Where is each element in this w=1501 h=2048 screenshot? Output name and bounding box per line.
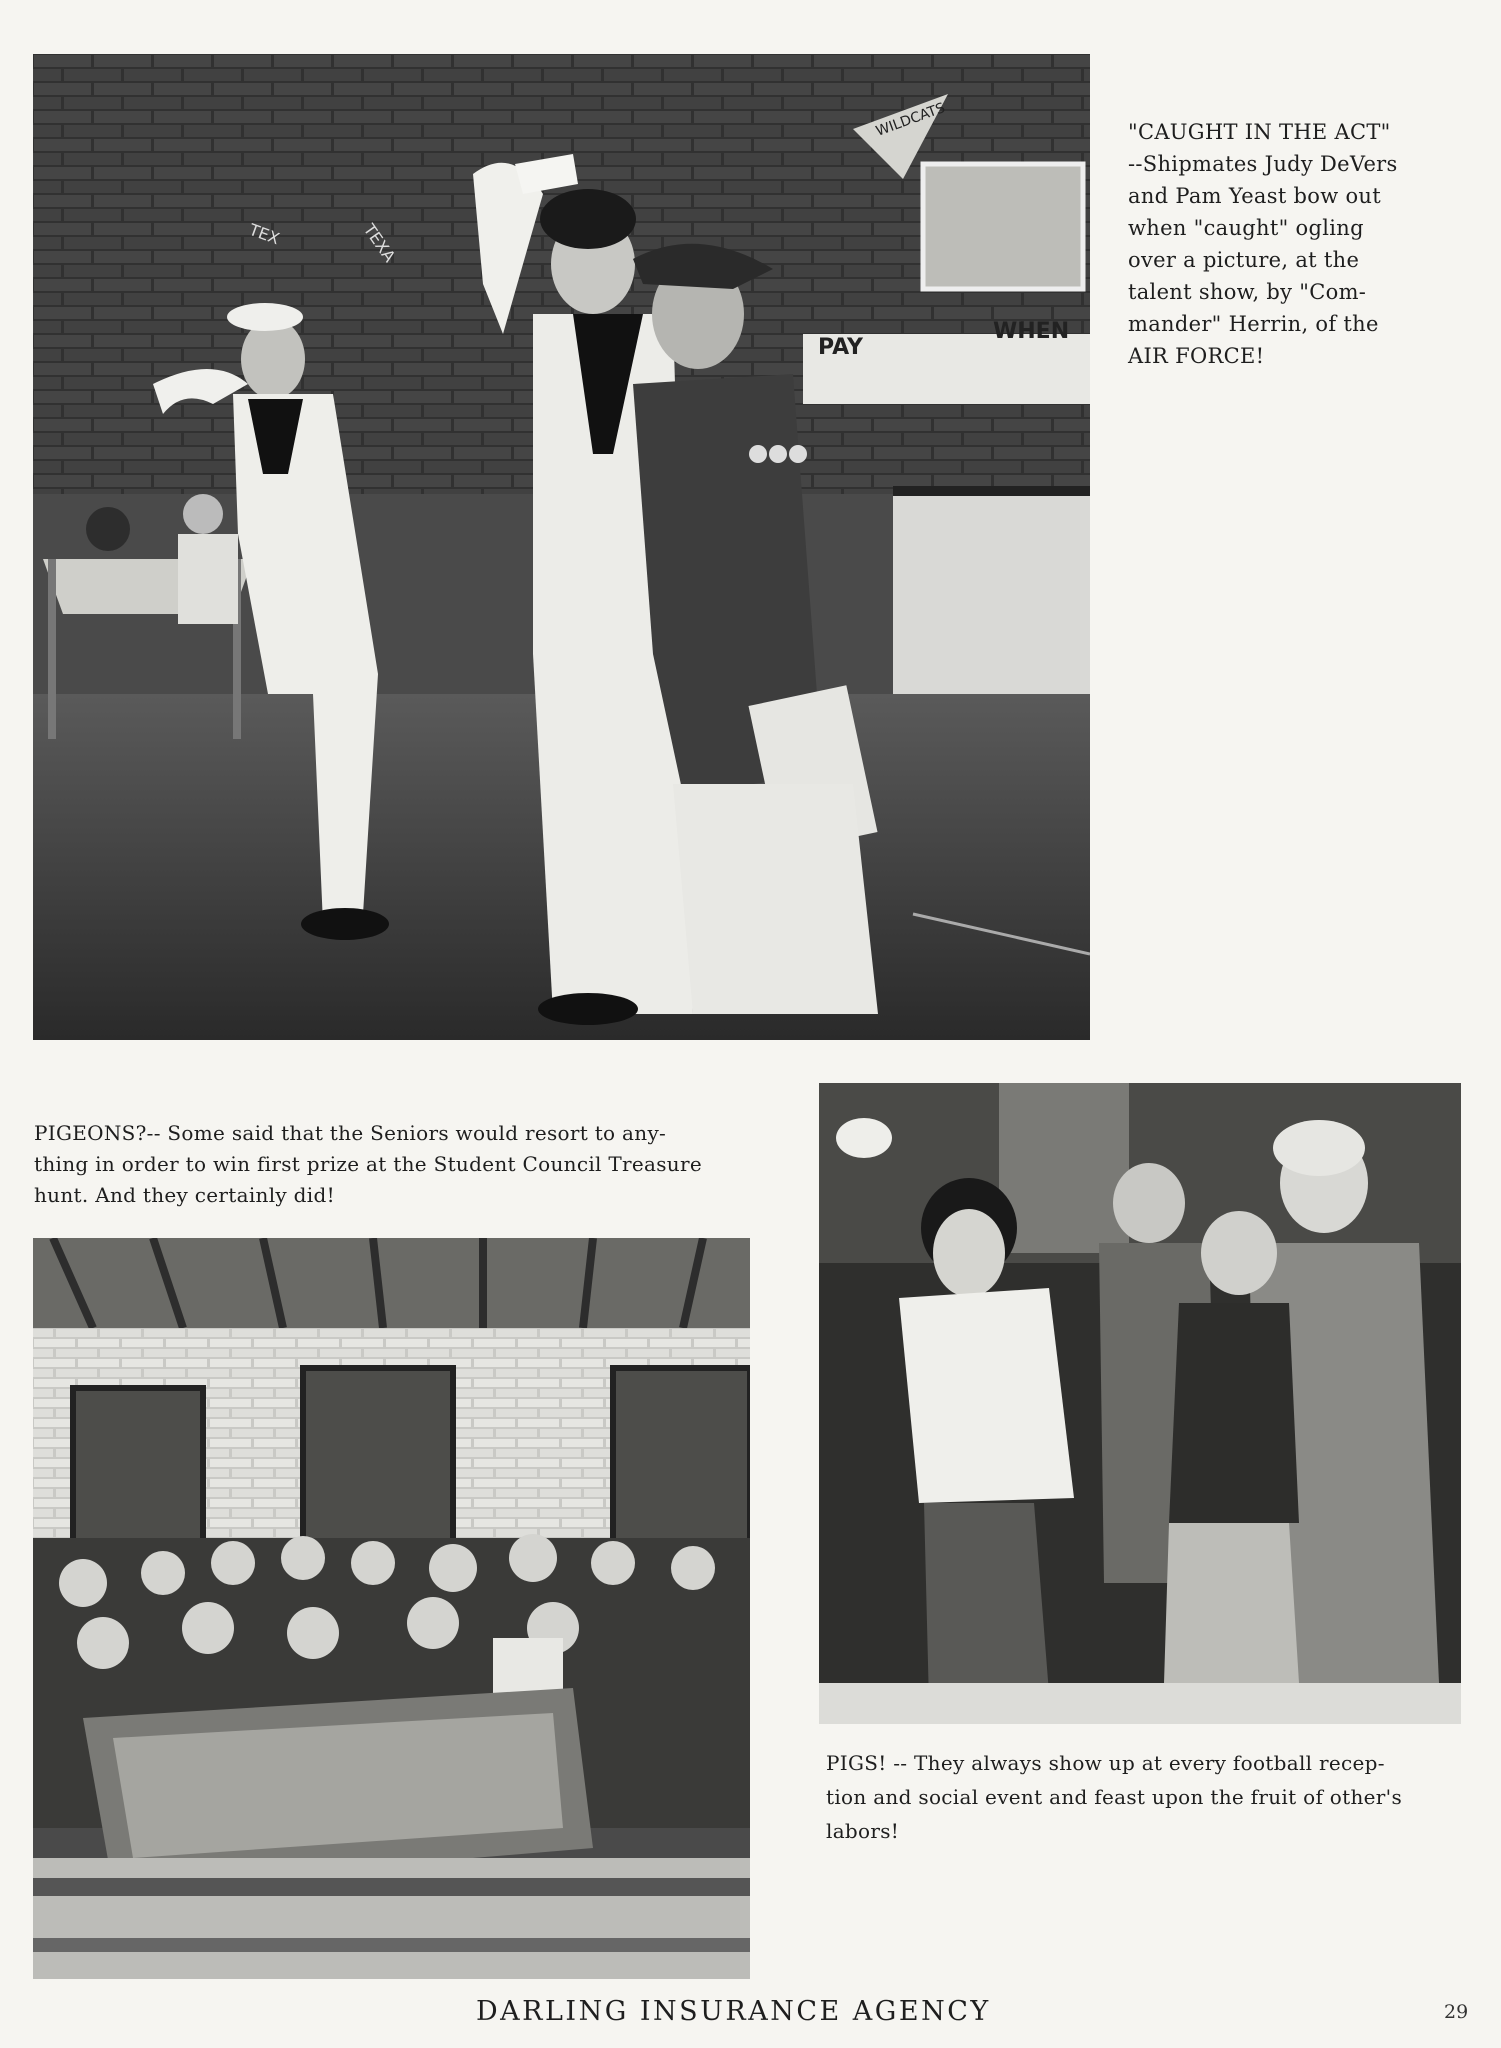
caption-line: over a picture, at the (1128, 248, 1360, 272)
photo-reception-line (819, 1083, 1461, 1724)
pennant-text: WILDCATS (873, 100, 948, 140)
caption-line: and Pam Yeast bow out (1128, 184, 1381, 208)
wall-sign-pay: PAY (818, 335, 863, 360)
caption-line: thing in order to win first prize at the Student Council Treasure (34, 1152, 702, 1176)
photo-seniors-group (33, 1238, 750, 1979)
footer-sponsor: DARLING INSURANCE AGENCY (476, 1996, 991, 2027)
caption-caught-in-the-act (1128, 116, 1468, 372)
caption-pigs (826, 1746, 1466, 1848)
caption-line: --Shipmates Judy DeVers (1128, 152, 1398, 176)
caption-line: PIGS! -- They always show up at every football recep- (826, 1751, 1385, 1775)
reception-line-image (819, 1083, 1461, 1724)
caption-line: "CAUGHT IN THE ACT" (1128, 120, 1391, 144)
caption-line: mander" Herrin, of the (1128, 312, 1379, 336)
photo-talent-show (33, 54, 1090, 1040)
caption-line: when "caught" ogling (1128, 216, 1364, 240)
caption-line: tion and social event and feast upon the fruit of other's (826, 1785, 1403, 1809)
caption-line: hunt. And they certainly did! (34, 1183, 335, 1207)
caption-line: talent show, by "Com- (1128, 280, 1367, 304)
talent-show-image (33, 54, 1090, 1040)
caption-pigeons (34, 1118, 764, 1211)
caption-line: AIR FORCE! (1128, 344, 1265, 368)
page-number: 29 (1444, 2001, 1469, 2023)
wall-sign-when: WHEN (993, 319, 1070, 344)
caption-line: labors! (826, 1819, 900, 1843)
caption-line: PIGEONS?-- Some said that the Seniors would resort to any- (34, 1121, 667, 1145)
banner-left-text: TEX (246, 219, 283, 249)
banner-mid-text: TEXA (359, 220, 400, 266)
seniors-group-image (33, 1238, 750, 1979)
